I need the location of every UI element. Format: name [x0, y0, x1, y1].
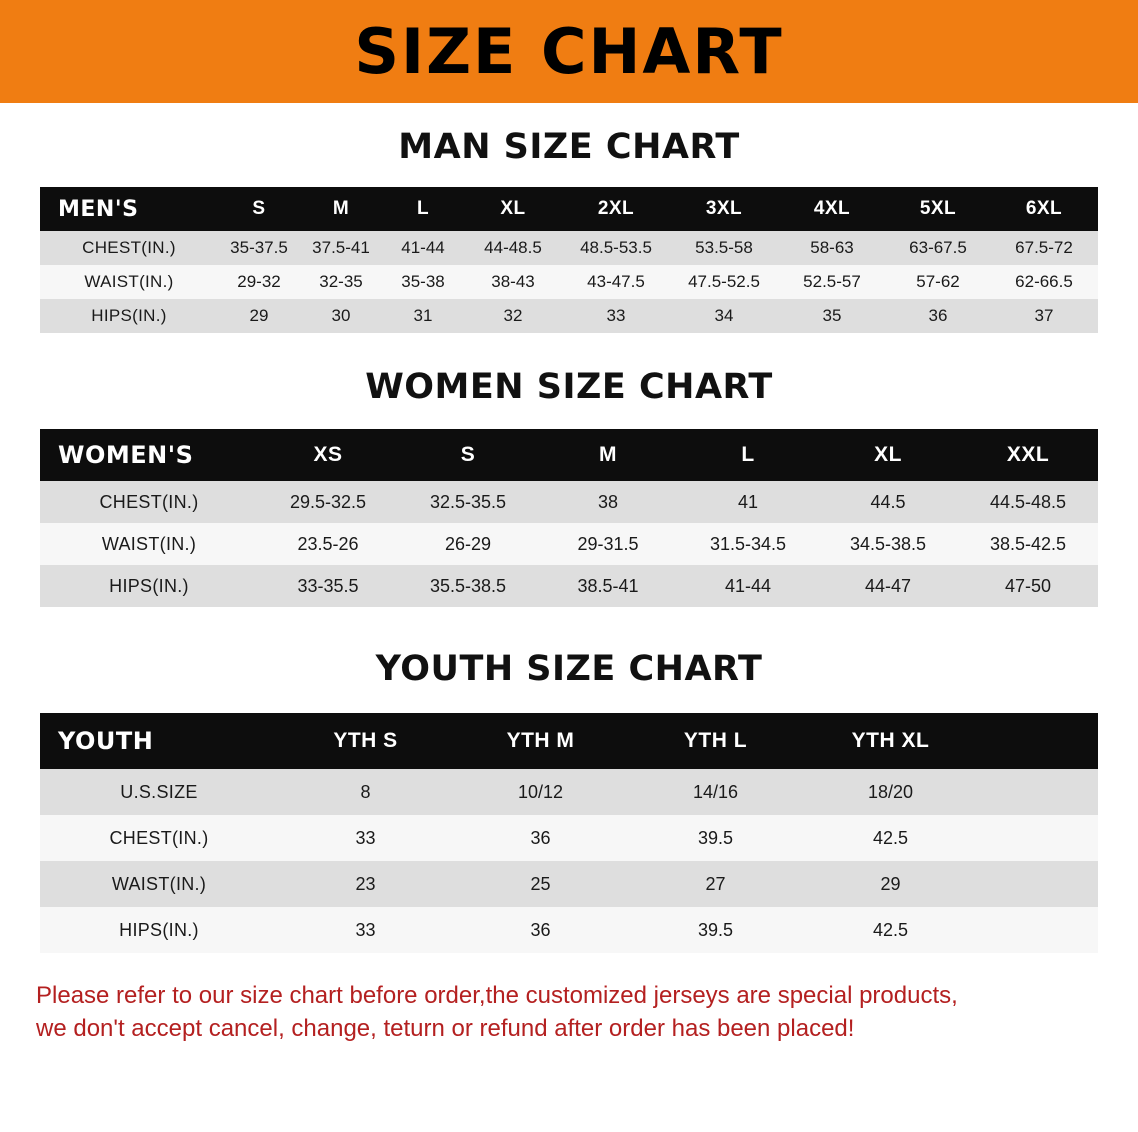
- table-row: [40, 265, 1098, 299]
- man-cell-0-7: 63-67.5: [886, 231, 990, 265]
- youth-cell-0-1: 10/12: [453, 769, 628, 815]
- table-row: [40, 769, 1098, 815]
- youth-cell-2-0: 23: [278, 861, 453, 907]
- disclaimer-line-2: we don't accept cancel, change, teturn or refund after order has been placed!: [36, 1015, 855, 1043]
- man-col-3: XL: [464, 187, 562, 231]
- man-col-8: 6XL: [990, 187, 1098, 231]
- table-row: [40, 907, 1098, 953]
- youth-row-1-label: CHEST(IN.): [40, 815, 278, 861]
- man-corner-label: MEN'S: [40, 187, 218, 231]
- women-cell-2-4: 44-47: [818, 565, 958, 607]
- women-cell-2-2: 38.5-41: [538, 565, 678, 607]
- women-cell-0-2: 38: [538, 481, 678, 523]
- page-title: SIZE CHART: [354, 14, 784, 88]
- women-cell-1-0: 23.5-26: [258, 523, 398, 565]
- man-cell-1-7: 57-62: [886, 265, 990, 299]
- man-cell-2-0: 29: [218, 299, 300, 333]
- table-header-row: [40, 713, 1098, 769]
- women-row-1-label: WAIST(IN.): [40, 523, 258, 565]
- man-cell-1-4: 43-47.5: [562, 265, 670, 299]
- man-cell-0-4: 48.5-53.5: [562, 231, 670, 265]
- man-col-7: 5XL: [886, 187, 990, 231]
- table-header-row: [40, 429, 1098, 481]
- women-cell-1-5: 38.5-42.5: [958, 523, 1098, 565]
- youth-cell-1-3: 42.5: [803, 815, 978, 861]
- youth-col-blank: [978, 713, 1098, 769]
- man-cell-1-8: 62-66.5: [990, 265, 1098, 299]
- man-col-2: L: [382, 187, 464, 231]
- youth-cell-3-3: 42.5: [803, 907, 978, 953]
- man-cell-2-1: 30: [300, 299, 382, 333]
- youth-size-table: [40, 713, 1098, 953]
- youth-section-title: YOUTH SIZE CHART: [375, 649, 763, 689]
- table-row: [40, 231, 1098, 265]
- man-size-table: [40, 187, 1098, 333]
- youth-cell-0-0: 8: [278, 769, 453, 815]
- man-cell-2-4: 33: [562, 299, 670, 333]
- man-cell-2-8: 37: [990, 299, 1098, 333]
- women-cell-0-5: 44.5-48.5: [958, 481, 1098, 523]
- table-row: [40, 861, 1098, 907]
- disclaimer-note: [36, 979, 1102, 1045]
- youth-cell-3-0: 33: [278, 907, 453, 953]
- youth-col-3: YTH XL: [803, 713, 978, 769]
- youth-col-2: YTH L: [628, 713, 803, 769]
- women-cell-1-4: 34.5-38.5: [818, 523, 958, 565]
- man-section-title: MAN SIZE CHART: [398, 127, 740, 167]
- table-row: [40, 565, 1098, 607]
- disclaimer-line-1: Please refer to our size chart before order,the customized jerseys are special products,: [36, 982, 958, 1009]
- youth-row-2-label: WAIST(IN.): [40, 861, 278, 907]
- women-cell-0-1: 32.5-35.5: [398, 481, 538, 523]
- youth-cell-0-3: 18/20: [803, 769, 978, 815]
- man-col-5: 3XL: [670, 187, 778, 231]
- youth-row-0-label: U.S.SIZE: [40, 769, 278, 815]
- man-col-6: 4XL: [778, 187, 886, 231]
- women-cell-1-3: 31.5-34.5: [678, 523, 818, 565]
- man-cell-2-6: 35: [778, 299, 886, 333]
- youth-row-3-label: HIPS(IN.): [40, 907, 278, 953]
- women-cell-0-4: 44.5: [818, 481, 958, 523]
- man-cell-1-2: 35-38: [382, 265, 464, 299]
- youth-cell-0-2: 14/16: [628, 769, 803, 815]
- women-cell-0-0: 29.5-32.5: [258, 481, 398, 523]
- man-cell-2-5: 34: [670, 299, 778, 333]
- women-col-1: S: [398, 429, 538, 481]
- man-table-wrapper: [40, 187, 1098, 333]
- man-cell-0-1: 37.5-41: [300, 231, 382, 265]
- man-cell-0-3: 44-48.5: [464, 231, 562, 265]
- man-cell-1-3: 38-43: [464, 265, 562, 299]
- youth-cell-3-2: 39.5: [628, 907, 803, 953]
- women-col-2: M: [538, 429, 678, 481]
- man-cell-0-6: 58-63: [778, 231, 886, 265]
- man-cell-1-5: 47.5-52.5: [670, 265, 778, 299]
- table-header-row: [40, 187, 1098, 231]
- women-cell-2-5: 47-50: [958, 565, 1098, 607]
- youth-col-0: YTH S: [278, 713, 453, 769]
- man-cell-1-1: 32-35: [300, 265, 382, 299]
- women-section-title: WOMEN SIZE CHART: [365, 367, 773, 407]
- youth-table-wrapper: [40, 713, 1098, 953]
- man-row-0-label: CHEST(IN.): [40, 231, 218, 265]
- women-cell-1-2: 29-31.5: [538, 523, 678, 565]
- women-cell-2-0: 33-35.5: [258, 565, 398, 607]
- women-cell-0-3: 41: [678, 481, 818, 523]
- man-col-1: M: [300, 187, 382, 231]
- man-cell-1-6: 52.5-57: [778, 265, 886, 299]
- youth-cell-0-blank: [978, 769, 1098, 815]
- man-row-2-label: HIPS(IN.): [40, 299, 218, 333]
- youth-col-1: YTH M: [453, 713, 628, 769]
- women-corner-label: WOMEN'S: [40, 429, 258, 481]
- table-row: [40, 815, 1098, 861]
- women-row-2-label: HIPS(IN.): [40, 565, 258, 607]
- man-cell-2-3: 32: [464, 299, 562, 333]
- women-col-4: XL: [818, 429, 958, 481]
- youth-cell-2-2: 27: [628, 861, 803, 907]
- youth-cell-1-1: 36: [453, 815, 628, 861]
- women-cell-1-1: 26-29: [398, 523, 538, 565]
- man-col-4: 2XL: [562, 187, 670, 231]
- man-cell-1-0: 29-32: [218, 265, 300, 299]
- table-row: [40, 523, 1098, 565]
- women-cell-2-1: 35.5-38.5: [398, 565, 538, 607]
- women-col-3: L: [678, 429, 818, 481]
- man-cell-0-2: 41-44: [382, 231, 464, 265]
- women-cell-2-3: 41-44: [678, 565, 818, 607]
- man-cell-0-5: 53.5-58: [670, 231, 778, 265]
- man-col-0: S: [218, 187, 300, 231]
- man-cell-0-0: 35-37.5: [218, 231, 300, 265]
- table-row: [40, 299, 1098, 333]
- youth-cell-2-blank: [978, 861, 1098, 907]
- women-row-0-label: CHEST(IN.): [40, 481, 258, 523]
- youth-cell-1-0: 33: [278, 815, 453, 861]
- youth-cell-3-1: 36: [453, 907, 628, 953]
- women-size-table: [40, 429, 1098, 607]
- man-cell-0-8: 67.5-72: [990, 231, 1098, 265]
- man-cell-2-7: 36: [886, 299, 990, 333]
- man-row-1-label: WAIST(IN.): [40, 265, 218, 299]
- banner: [0, 0, 1138, 103]
- youth-cell-3-blank: [978, 907, 1098, 953]
- women-col-0: XS: [258, 429, 398, 481]
- youth-cell-2-1: 25: [453, 861, 628, 907]
- table-row: [40, 481, 1098, 523]
- youth-cell-1-blank: [978, 815, 1098, 861]
- man-cell-2-2: 31: [382, 299, 464, 333]
- youth-cell-1-2: 39.5: [628, 815, 803, 861]
- women-col-5: XXL: [958, 429, 1098, 481]
- women-table-wrapper: [40, 429, 1098, 607]
- youth-cell-2-3: 29: [803, 861, 978, 907]
- youth-corner-label: YOUTH: [40, 713, 278, 769]
